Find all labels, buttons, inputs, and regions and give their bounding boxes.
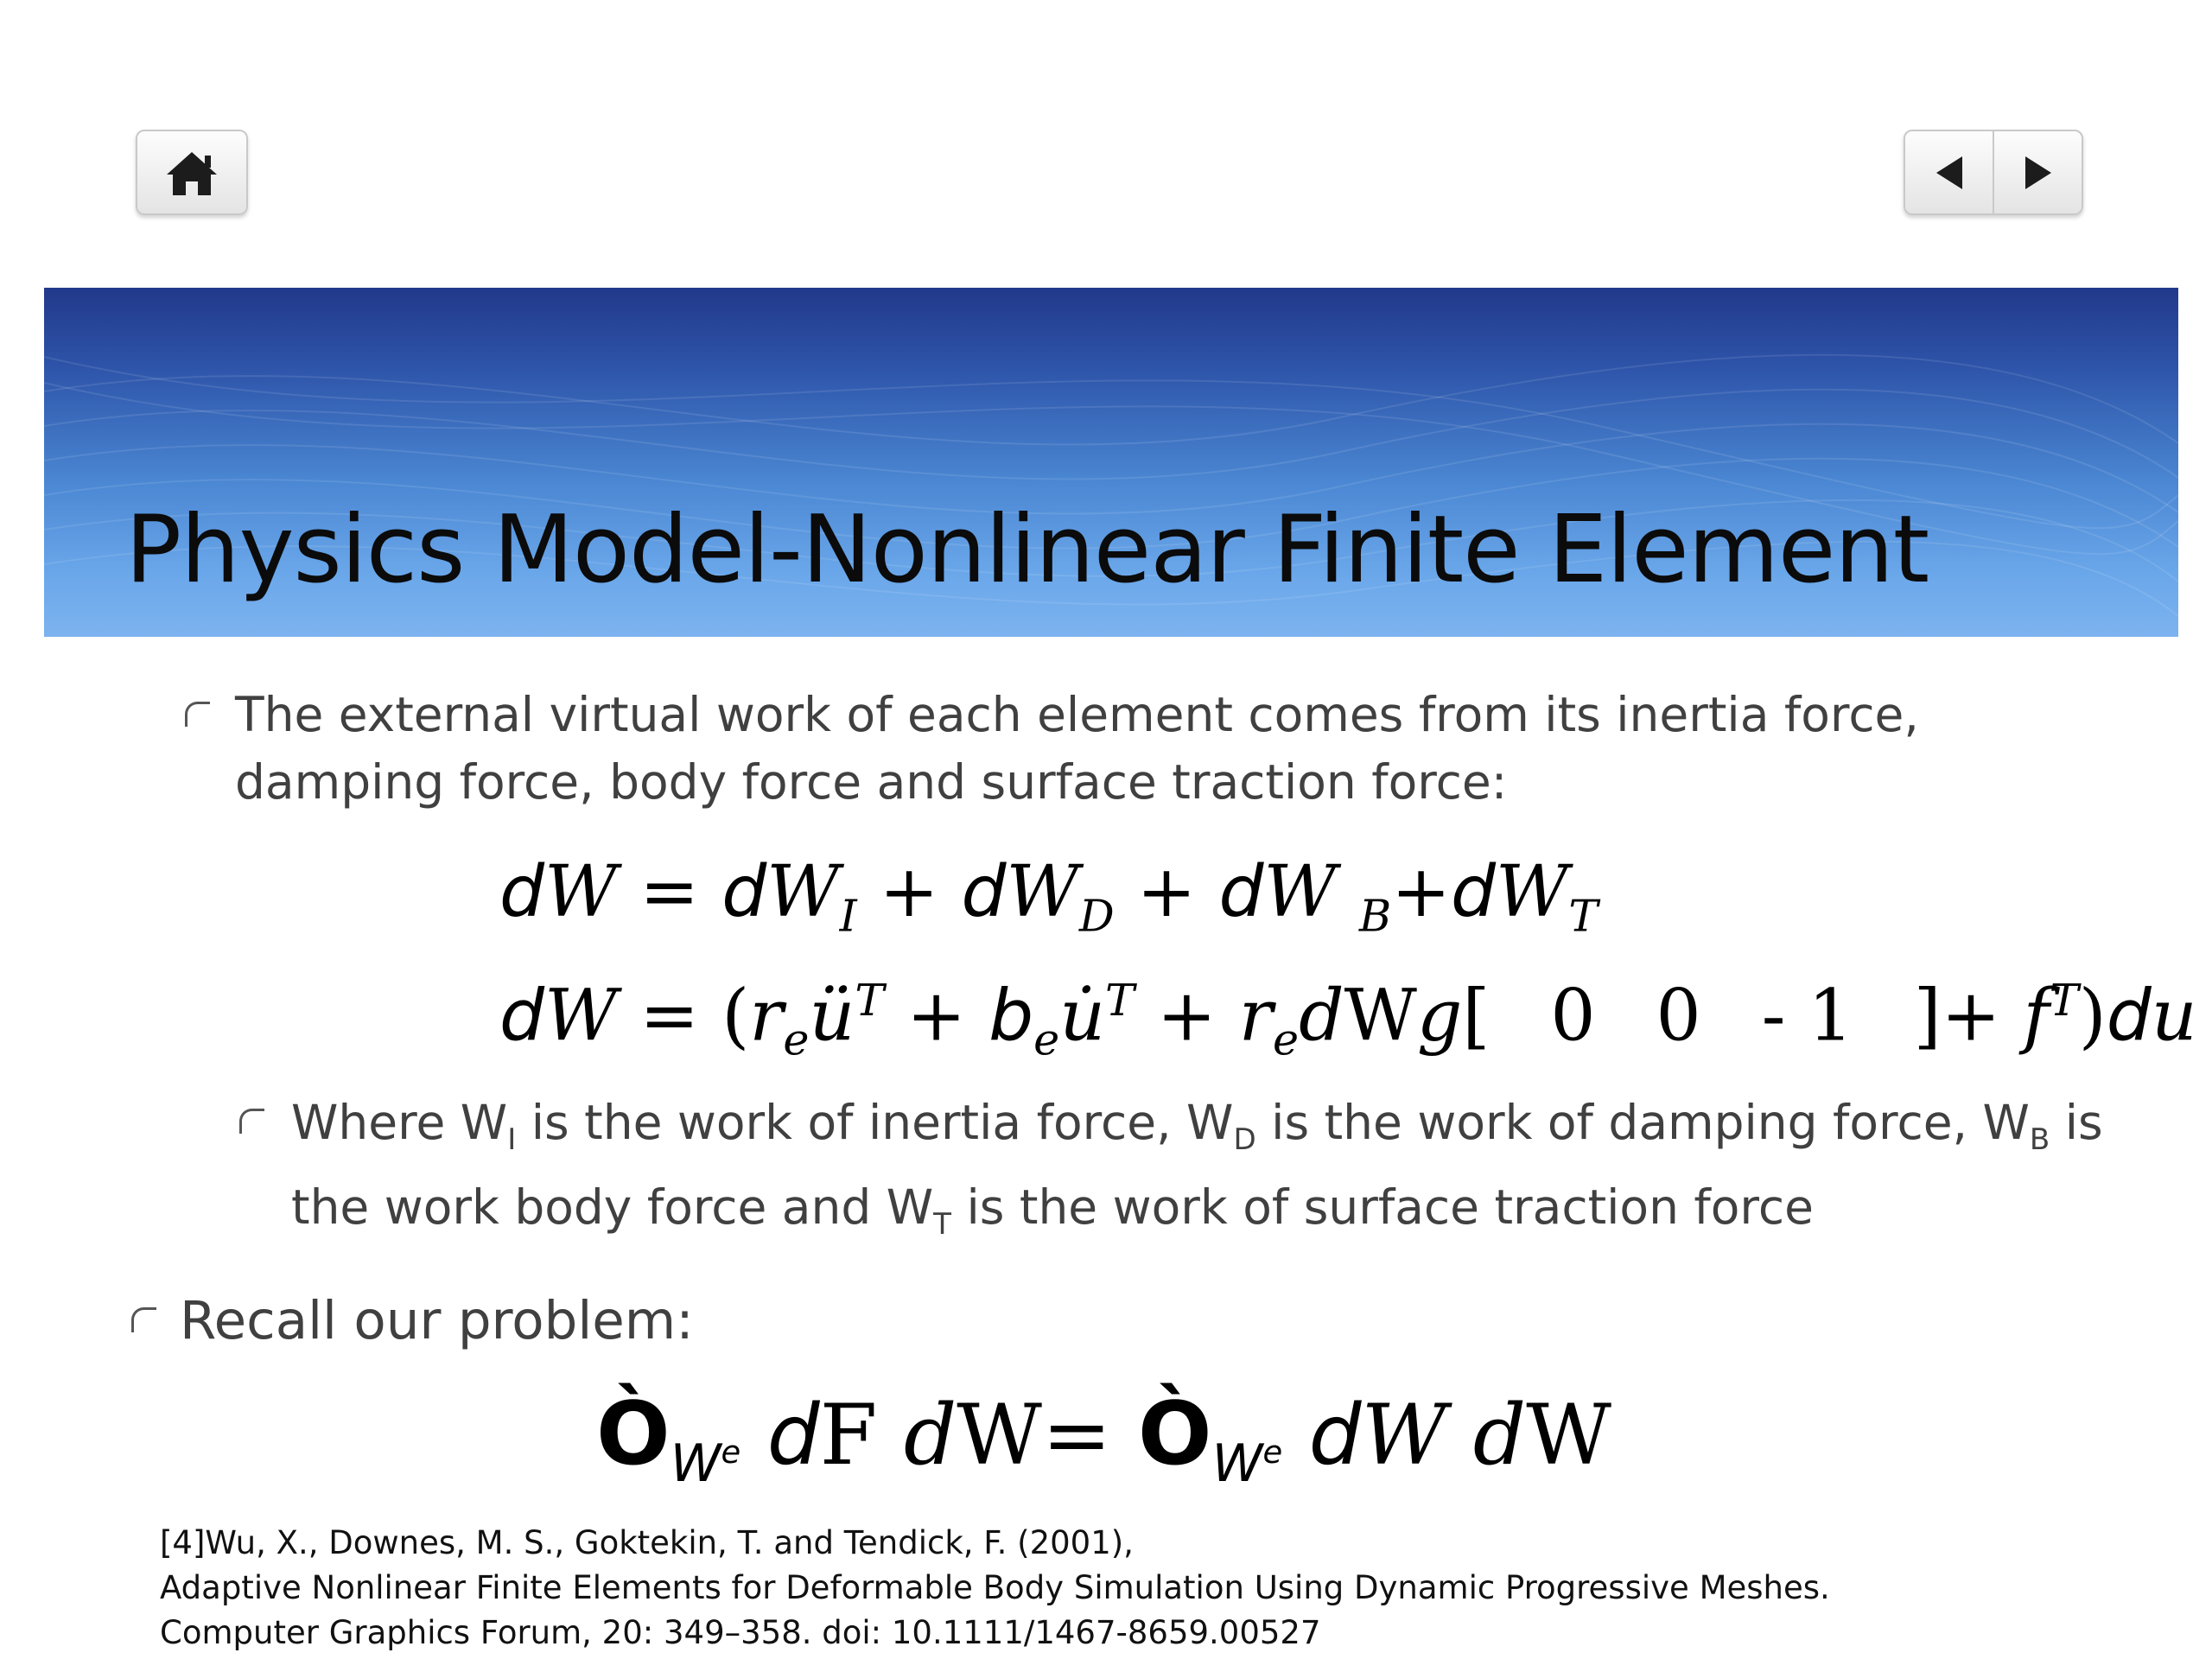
equation-work-sum: dW = $dW_I + dW_D$ + dW $_B+dW_T$ <box>499 851 1599 942</box>
equation-problem: $Ò_{W^e}$ dF $dW= Ò_{W^e}$ dW dW <box>596 1382 1611 1495</box>
previous-slide-button[interactable] <box>1905 131 1993 213</box>
next-slide-button[interactable] <box>1993 131 2082 213</box>
title-band <box>44 288 2178 637</box>
slide-pager <box>1904 130 2083 215</box>
home-button[interactable] <box>136 130 248 215</box>
triangle-right-icon <box>2017 151 2060 194</box>
bullet-marker <box>131 1307 156 1332</box>
triangle-left-icon <box>1928 151 1971 194</box>
slide-title: Physics Model-Nonlinear Finite Element <box>125 496 1929 604</box>
bullet-external-virtual-work: The external virtual work of each element comes from its inertia force, damping force, body force and surface traction force: <box>235 687 1919 810</box>
bullet-marker <box>239 1109 264 1134</box>
reference-line: Adaptive Nonlinear Finite Elements for Deformable Body Simulation Using Dynamic Progressive Meshes. <box>160 1569 1830 1606</box>
bullet-work-definitions: Where $W_I$ is the work of inertia force, $W_D$ is the work of damping force, $W_B$ is the work body force and $W_T$ is the work of surface traction force <box>291 1095 2103 1242</box>
reference-line: [4]Wu, X., Downes, M. S., Goktekin, T. and Tendick, F. (2001), <box>160 1524 1134 1561</box>
bullet-marker <box>185 702 210 727</box>
equation-work-expansion: dW = ($r_eü^T$ + $b_eu̇^T + r_edWg$[ 0 0 - 1 ]+ $f^T)du$ <box>499 975 2197 1065</box>
reference-citation <box>160 1521 1830 1656</box>
reference-line: Computer Graphics Forum, 20: 349–358. doi: 10.1111/1467-8659.00527 <box>160 1614 1321 1651</box>
home-icon <box>137 131 246 213</box>
bullet-recall-problem: Recall our problem: <box>180 1290 694 1351</box>
